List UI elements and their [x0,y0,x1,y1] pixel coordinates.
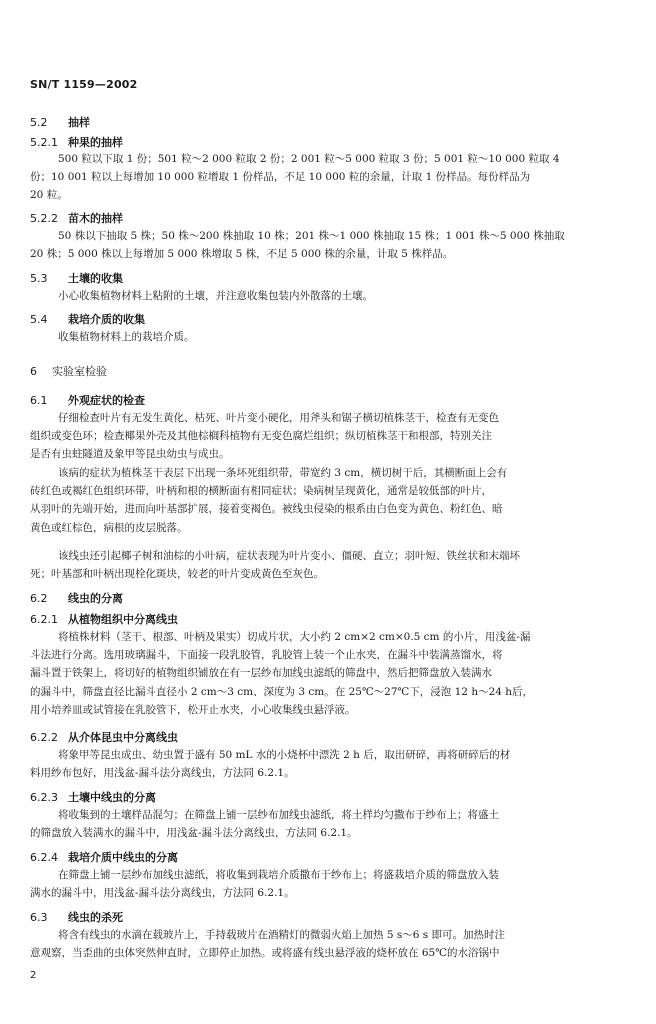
text-line: 该病的症状为植株茎干表层下出现一条坏死组织带，带宽约 3 cm，横切树干后，其横断面上会有 [58,467,508,479]
section-number: 6.2.2 [30,731,58,744]
section-number: 5.4 [30,313,48,326]
text-line: 500 粒以下取 1 份；501 粒～2 000 粒取 2 份；2 001 粒～5 000 粒取 3 份；5 001 粒～10 000 粒取 4 [58,153,560,165]
text-line: 的筛盘放入装满水的漏斗中，用浅盆-漏斗法分离线虫，方法同 6.2.1。 [30,827,358,840]
text-line: 从羽叶的先端开始，进而向叶基部扩展，接着变褐色。被线虫侵染的根系由白色变为黄色、粉红色、暗 [30,503,503,516]
section-title: 从植物组织中分离线虫 [68,613,178,626]
heading-5-2-2 [30,210,123,226]
section-number: 6 [30,365,37,378]
section-number: 6.3 [30,911,48,924]
heading-6-2 [30,590,123,606]
section-title: 线虫的杀死 [68,911,123,924]
section-title: 从介体昆虫中分离线虫 [68,731,178,744]
section-number: 6.2.4 [30,851,58,864]
paragraph-5-3 [58,287,373,305]
text-line: 20 粒。 [30,189,68,202]
section-title: 实验室检验 [52,365,107,378]
heading-5-3 [30,270,123,286]
heading-6-3 [30,909,123,925]
text-line: 意观察，当歪曲的虫体突然伸直时，立即停止加热。或将盛有线虫悬浮液的烧杯放在 65℃的水浴锅中 [30,947,500,960]
text-line: 黄色或红棕色，病根的皮层脱落。 [30,521,188,534]
section-title: 栽培介质中线虫的分离 [68,851,178,864]
page-number: 2 [30,970,37,981]
text-line: 50 株以下抽取 5 株；50 株～200 株抽取 10 株；201 株～1 000 株抽取 15 株；1 001 株～5 000 株抽取 [58,230,565,242]
paragraph-6-2-4 [30,866,499,902]
section-number: 6.1 [30,394,48,407]
standard-code-header: SN/T 1159—2002 [30,78,138,91]
paragraph-6-1-c [30,547,520,583]
text-line: 在筛盘上铺一层纱布加线虫滤纸，将收集到栽培介质撒布于纱布上；将盛栽培介质的筛盘放入装 [58,869,499,881]
text-line: 收集植物材料上的栽培介质。 [58,331,195,343]
heading-5-2 [30,114,90,130]
section-number: 5.2.1 [30,136,58,149]
text-line: 将收集到的土壤样品混匀；在筛盘上铺一层纱布加线虫滤纸，将土样均匀撒布于纱布上；将盛土 [58,809,499,821]
section-number: 6.2.1 [30,613,58,626]
paragraph-6-1-a [30,409,499,464]
paragraph-6-3 [30,926,505,962]
text-line: 砖红色或褐红色组织环带，叶柄和根的横断面有相同症状；染病树呈现黄化，通常是较低部的叶片， [30,485,492,498]
section-number: 5.3 [30,272,48,285]
heading-6-2-3 [30,789,156,805]
paragraph-5-2-1 [30,150,560,205]
text-line: 料用纱布包好，用浅盆-漏斗法分离线虫，方法同 6.2.1。 [30,767,295,780]
paragraph-6-2-1 [30,628,533,719]
text-line: 将象甲等昆虫成虫、幼虫置于盛有 50 mL 水的小烧杯中漂洗 2 h 后，取出研碎，再将研碎后的材 [58,749,511,761]
heading-6 [30,363,107,379]
heading-6-2-2 [30,729,178,745]
text-line: 死；叶基部和叶柄出现栓化斑块，较老的叶片变成黄色至灰色。 [30,568,324,581]
heading-6-1 [30,392,145,408]
text-line: 小心收集植物材料上粘附的土壤，并注意收集包装内外散落的土壤。 [58,290,373,302]
heading-5-2-1 [30,134,123,150]
paragraph-6-2-3 [30,806,499,842]
section-title: 栽培介质的收集 [68,313,145,326]
section-title: 抽样 [68,116,90,129]
paragraph-6-2-2 [30,746,510,782]
paragraph-6-1-b [30,464,507,537]
section-title: 线虫的分离 [68,592,123,605]
paragraph-5-2-2 [30,227,565,263]
text-line: 漏斗置于铁架上，将切好的植物组织铺放在有一层纱布加线虫滤纸的筛盘中，然后把筛盘放入装满水 [30,667,492,680]
section-number: 5.2 [30,116,48,129]
text-line: 将植株材料（茎干、根部、叶柄及果实）切成片状，大小约 2 cm×2 cm×0.5 cm 的小片，用浅盆-漏 [58,631,531,643]
text-line: 仔细检查叶片有无发生黄化、枯死、叶片变小硬化，用斧头和锯子横切植株茎干，检查有无变色 [58,412,499,424]
section-number: 6.2 [30,592,48,605]
section-title: 种果的抽样 [68,136,123,149]
heading-6-2-4 [30,849,178,865]
paragraph-5-4 [58,328,195,346]
section-number: 6.2.3 [30,791,58,804]
text-line: 20 株；5 000 株以上每增加 5 000 株增取 5 株，不足 5 000 株的余量，计取 5 株样品。 [30,248,454,261]
section-title: 土壤中线虫的分离 [68,791,156,804]
text-line: 的漏斗中，筛盘直径比漏斗直径小 2 cm～3 cm、深度为 3 cm。在 25℃～27℃下，浸泡 12 h～24 h后， [30,685,534,698]
text-line: 该线虫还引起椰子树和油棕的小叶病，症状表现为叶片变小、僵硬、直立；羽叶短、铁丝状和末端坏 [58,550,520,562]
text-line: 用小培养皿或试管接在乳胶管下，松开止水夹，小心收集线虫悬浮液。 [30,703,356,716]
section-number: 5.2.2 [30,212,58,225]
text-line: 满水的漏斗中，用浅盆-漏斗法分离线虫，方法同 6.2.1。 [30,887,295,900]
text-line: 将含有线虫的水滴在载玻片上，手持载玻片在酒精灯的微弱火焰上加热 5 s～6 s 即可。加热时注 [58,929,505,941]
text-line: 斗法进行分离。选用玻璃漏斗，下面接一段乳胶管，乳胶管上装一个止水夹，在漏斗中装满蒸馏水，将 [30,649,503,662]
text-line: 份；10 001 粒以上每增加 10 000 粒增取 1 份样品，不足 10 000 粒的余量，计取 1 份样品。每份样品为 [30,171,531,184]
heading-5-4 [30,311,145,327]
section-title: 土壤的收集 [68,272,123,285]
section-title: 外观症状的检查 [68,394,145,407]
text-line: 是否有虫蛀隧道及象甲等昆虫幼虫与成虫。 [30,448,230,461]
heading-6-2-1 [30,611,178,627]
section-title: 苗木的抽样 [68,212,123,225]
text-line: 组织或变色环；检查椰果外壳及其他棕榈科植物有无变色腐烂组织；纵切植株茎干和根部，特别关注 [30,430,492,443]
